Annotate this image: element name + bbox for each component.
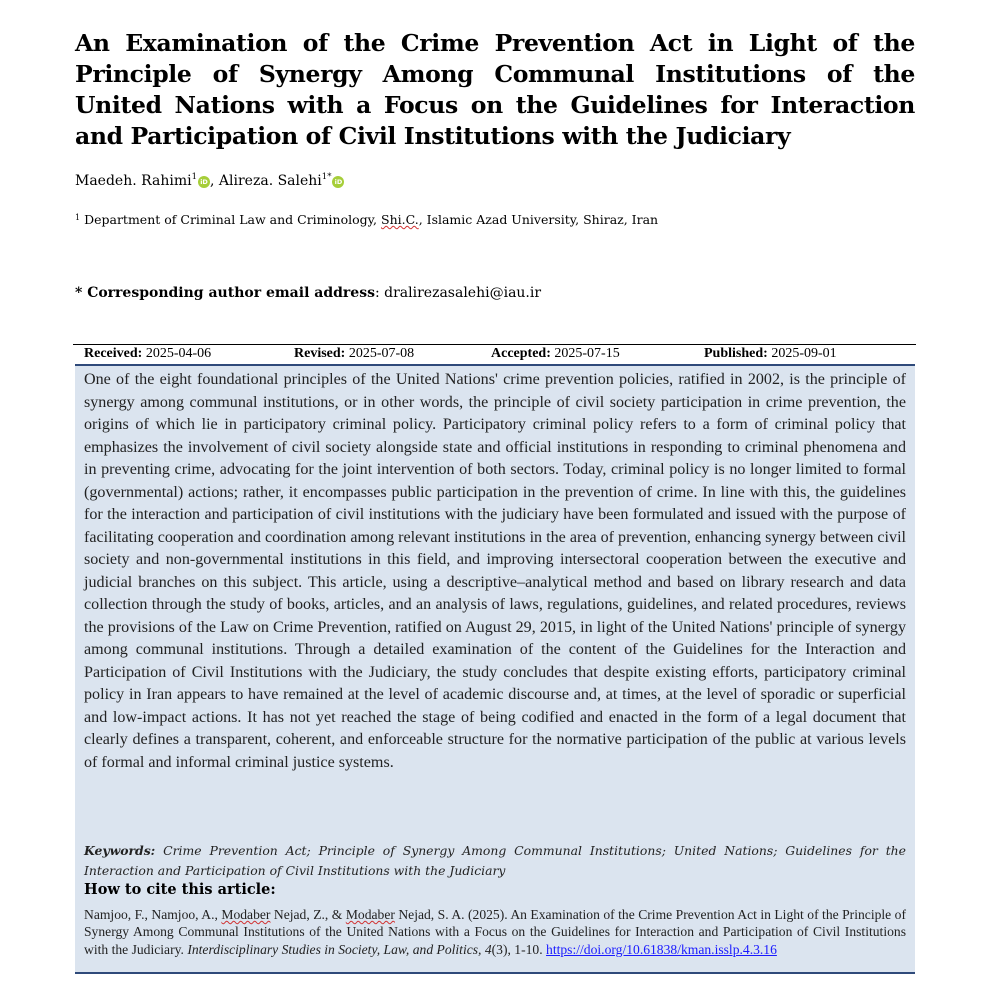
- affiliation-text-end: , Islamic Azad University, Shiraz, Iran: [418, 212, 659, 227]
- author-name: Maedeh. Rahimi: [75, 173, 192, 189]
- date-value: 2025-07-08: [348, 346, 415, 361]
- dates-top-rule: [73, 344, 916, 345]
- corresponding-email[interactable]: dralirezasalehi@iau.ir: [384, 285, 542, 301]
- author-name: Alireza. Salehi: [218, 173, 322, 189]
- citation-heading: How to cite this article:: [84, 881, 276, 898]
- author-separator: ,: [210, 173, 215, 189]
- abstract-text: One of the eight foundational principles of the United Nations' crime prevention policies, ratified in 2002, is the principle of synergy among communal institutions, or in other words, the principle of civil society participation in crime prevention, the origins of which lie in participatory criminal policy. Participatory criminal policy refers to a form of criminal policy that emphasizes the involvement of civil society alongside state and official institutions in responding to criminal phenomena and in preventing crime, advocating for the joint intervention of both sectors. Today, criminal policy is no longer limited to formal (governmental) actions; rather, it encompasses public participation in the prevention of crime. In line with this, the guidelines for the interaction and participation of civil institutions with the judiciary have been formulated and issued with the purpose of facilitating cooperation and coordination among relevant institutions in the area of prevention, enhancing synergy between civil society and non-governmental institutions in this field, and improving intersectoral cooperation between the executive and judicial branches on this subject. This article, using a descriptive–analytical method and based on library research and data collection through the study of books, articles, and an analysis of laws, regulations, guidelines, and related procedures, reviews the provisions of the Law on Crime Prevention, ratified on August 29, 2015, in light of the United Nations' principle of synergy among communal institutions. Through a detailed examination of the content of the Guidelines for the Interaction and Participation of Civil Institutions with the Judiciary, the study concludes that despite existing efforts, participatory criminal policy in Iran appears to have remained at the level of academic discourse and, at times, at the level of sporadic or superficial and low-impact actions. It has not yet reached the stage of being codified and enacted in the form of a legal document that clearly defines a transparent, coherent, and enforceable structure for the normative participation of the public at various levels of formal and informal criminal justice systems.: [84, 371, 907, 771]
- date-label: Published:: [704, 346, 768, 361]
- spellcheck-flagged-word: Modaber: [221, 907, 271, 922]
- citation-journal: Interdisciplinary Studies in Society, Law, and Politics, 4: [187, 941, 492, 957]
- date-label: Received:: [84, 346, 143, 361]
- date-value: 2025-04-06: [145, 346, 212, 361]
- citation-text: [84, 906, 906, 958]
- date-accepted: [491, 346, 620, 362]
- citation-doi-link[interactable]: https://doi.org/10.61838/kman.isslp.4.3.16: [546, 941, 777, 957]
- spellcheck-flagged-word: Modaber: [345, 907, 395, 922]
- corresponding-author: [75, 285, 541, 301]
- corresponding-author-label: * Corresponding author email address: [75, 285, 375, 301]
- publication-dates: [84, 346, 914, 364]
- affiliation: [75, 212, 658, 227]
- citation-authors-part: Nejad, Z., &: [270, 907, 346, 922]
- author-list: [75, 172, 344, 189]
- date-revised: [294, 346, 414, 362]
- affiliation-text: Department of Criminal Law and Criminology,: [84, 212, 378, 227]
- abstract-panel: [75, 364, 915, 974]
- affiliation-marker: 1: [75, 213, 81, 222]
- article-title: An Examination of the Crime Prevention Act in Light of the Principle of Synergy Among Communal Institutions of the United Nations with a Focus on the Guidelines for Interaction and Participation of Civil Institutions with the Judiciary: [75, 29, 915, 150]
- author-affiliation-marker: 1*: [321, 172, 332, 182]
- date-received: [84, 346, 211, 362]
- keywords-text: Crime Prevention Act; Principle of Synergy Among Communal Institutions; United Nations; Guidelines for the Interaction and Participation of Civil Institutions with the Judiciary: [84, 843, 906, 878]
- citation-title-part: Nejad, S. A. (2025). An Examination of the Crime Prevention Act in Light of the Principle of Synergy Among Communal Institutions of the United Nations with a Focus on the Guidelines for Interaction and Participation of Civil Institutions with the Judiciary.: [84, 907, 906, 957]
- date-published: [704, 346, 837, 362]
- citation-issue-pages: (3), 1-10.: [491, 941, 543, 957]
- date-label: Accepted:: [491, 346, 551, 361]
- orcid-icon[interactable]: iD: [198, 176, 210, 188]
- citation-authors-part: Namjoo, F., Namjoo, A.,: [84, 907, 222, 922]
- orcid-icon[interactable]: iD: [332, 176, 344, 188]
- date-label: Revised:: [294, 346, 346, 361]
- date-value: 2025-07-15: [554, 346, 620, 361]
- keywords: [84, 841, 906, 881]
- keywords-label: Keywords:: [84, 843, 156, 858]
- author-affiliation-marker: 1: [191, 172, 198, 182]
- corresponding-separator: :: [374, 285, 380, 301]
- date-value: 2025-09-01: [771, 346, 837, 361]
- spellcheck-flagged-word: Shi.C.: [381, 212, 419, 227]
